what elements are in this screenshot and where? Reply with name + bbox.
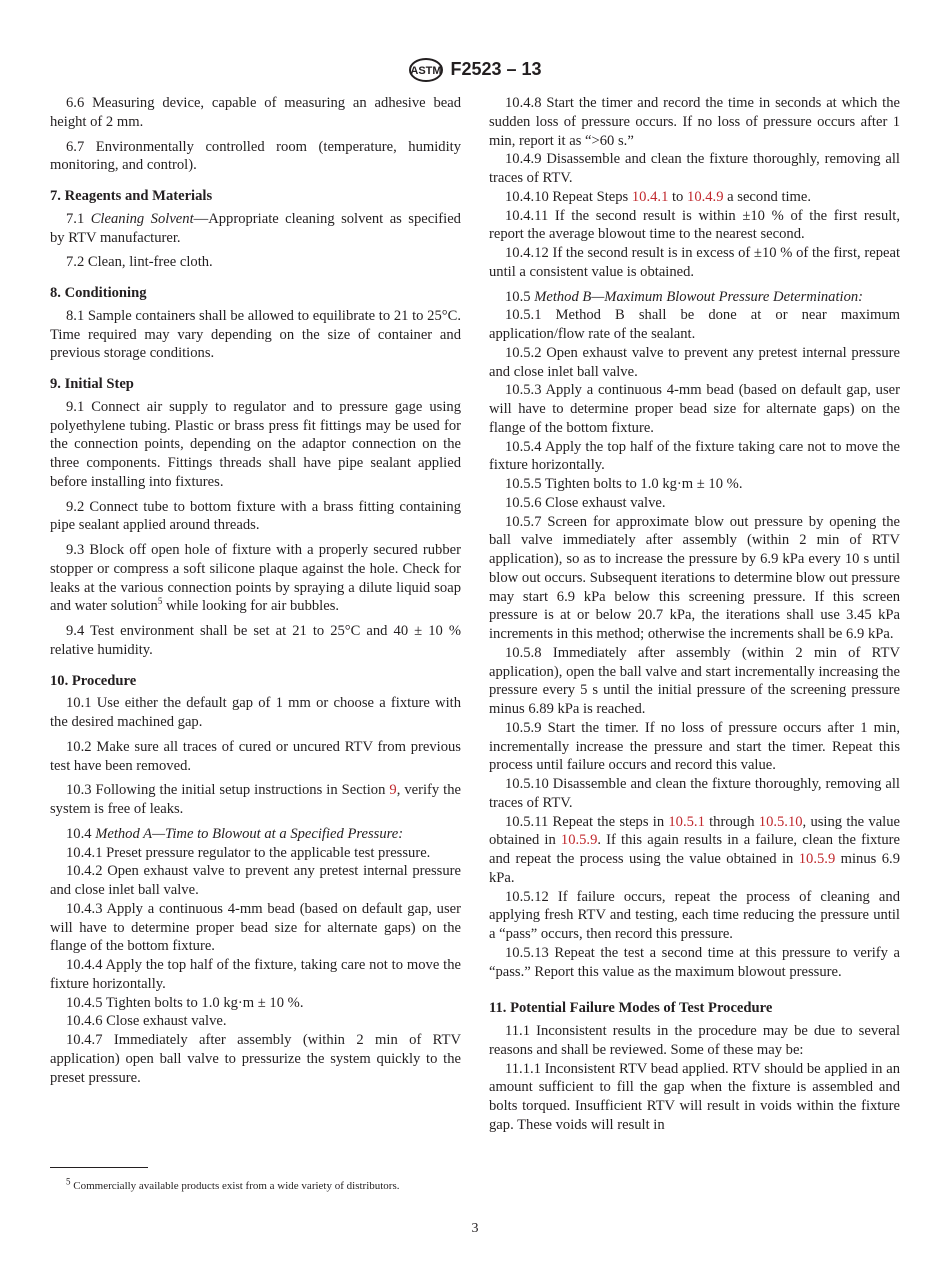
paragraph <box>50 1012 461 1031</box>
text: 10.5.2 Open exhaust valve to prevent any pretest internal pressure and close inlet ball valve. <box>489 344 900 380</box>
text: 10.2 Make sure all traces of cured or uncured RTV from previous test have been removed. <box>50 738 461 774</box>
footnote-divider <box>50 1167 148 1168</box>
italic-text: Method B—Maximum Blowout Pressure Determination: <box>534 288 864 305</box>
text: 11. Potential Failure Modes of Test Procedure <box>489 1000 773 1017</box>
text: 10.4.10 Repeat Steps <box>505 188 632 205</box>
paragraph <box>489 94 900 150</box>
paragraph <box>50 956 461 994</box>
text: while looking for air bubbles. <box>162 598 340 615</box>
paragraph <box>489 475 900 494</box>
paragraph <box>50 94 461 132</box>
paragraph <box>489 1022 900 1060</box>
text: 10.4.6 Close exhaust valve. <box>66 1013 227 1030</box>
text: 9.4 Test environment shall be set at 21 to 25°C and 40 ± 10 % relative humidity. <box>50 623 461 658</box>
footnote-ref[interactable]: 5 <box>157 596 163 607</box>
text: 10.4.2 Open exhaust valve to prevent any pretest internal pressure and close inlet ball valve. <box>50 863 461 898</box>
paragraph <box>50 825 461 844</box>
paragraph <box>489 344 900 382</box>
paragraph <box>489 644 900 719</box>
page-number: 3 <box>471 1221 479 1236</box>
text: 10.5.6 Close exhaust valve. <box>505 494 666 511</box>
document-id: F2523 – 13 <box>450 58 542 79</box>
paragraph <box>50 694 461 732</box>
section-heading <box>50 187 461 206</box>
paragraph <box>489 1060 900 1135</box>
text: 10.5.11 Repeat the steps in <box>505 813 669 830</box>
paragraph <box>50 622 461 660</box>
text: through <box>704 813 759 830</box>
text: 9.2 Connect tube to bottom fixture with a brass fitting containing pipe sealant applied around threads. <box>50 498 461 534</box>
text: 10.5.5 Tighten bolts to 1.0 kg·m ± 10 %. <box>505 476 743 492</box>
section-heading <box>50 672 461 691</box>
text: , using the value obtained in <box>489 813 900 849</box>
text: 6.6 Measuring device, capable of measuring an adhesive bead height of 2 mm. <box>50 95 461 130</box>
paragraph <box>50 307 461 363</box>
section-link[interactable]: 10.5.1 <box>668 813 705 830</box>
section-heading <box>489 999 900 1018</box>
text: 8. Conditioning <box>50 285 147 301</box>
text: minus 6.9 kPa. <box>489 851 900 886</box>
page-header <box>0 57 950 83</box>
paragraph <box>489 188 900 207</box>
paragraph <box>489 150 900 188</box>
text: 10.5.8 Immediately after assembly (within 2 min of RTV application), open the ball valve and start incrementally increasing the pressure every 5 s until the initial pressure of the screening pressure minus 6.89 kPa is reached. <box>489 644 900 717</box>
paragraph <box>489 244 900 282</box>
text: 10.5.4 Apply the top half of the fixture taking care not to move the fixture horizontally. <box>489 438 900 474</box>
paragraph <box>489 494 900 513</box>
paragraph <box>50 781 461 819</box>
text: 10.5.7 Screen for approximate blow out pressure by opening the ball valve immediately after assembly (within 2 min of RTV application), so as to increase the pressure by 6.9 kPa every 10 s until blow out occurs. Subsequent iterations to determine blow out pressure may start 6.9 kPa below this screening pressure. If this screen pressure is at or below 20.7 kPa, the iterations shall use 3.45 kPa increments in this method; otherwise the increments shall be 6.9 kPa. <box>489 513 900 642</box>
footnote-text: Commercially available products exist from a wide variety of distributors. <box>70 1180 400 1192</box>
paragraph <box>489 719 900 775</box>
section-link[interactable]: 9 <box>389 782 397 799</box>
text: 10.4.3 Apply a continuous 4-mm bead (based on default gap, user will have to determine proper bead size for alternate gaps) on the flange of the bottom fixture. <box>50 900 461 955</box>
text: 10.5.10 Disassemble and clean the fixture thoroughly, removing all traces of RTV. <box>489 776 900 811</box>
text: 10.5.13 Repeat the test a second time at this pressure to verify a “pass.” Report this value as the maximum blowout pressure. <box>489 944 900 980</box>
section-link[interactable]: 10.4.1 <box>631 188 669 205</box>
text: 9.3 Block off open hole of fixture with a properly secured rubber stopper or compress a soft silicone plaque against the hole. Check for leaks at the various connection points by spraying a dilute liquid soap and water solution <box>50 542 461 615</box>
section-heading <box>50 284 461 303</box>
paragraph <box>50 138 461 176</box>
text: 11.1 Inconsistent results in the procedure may be due to several reasons and shall be reviewed. Some of these may be: <box>489 1023 900 1058</box>
text: , verify the system is free of leaks. <box>50 782 461 817</box>
text: 10.5.12 If failure occurs, repeat the process of cleaning and applying fresh RTV and testing, each time reducing the pressure until a “pass” occurs, then record this pressure. <box>489 888 900 942</box>
text: 10.4.4 Apply the top half of the fixture, taking care not to move the fixture horizontally. <box>50 957 461 992</box>
section-link[interactable]: 10.5.10 <box>758 813 803 830</box>
text: 10.4.7 Immediately after assembly (within 2 min of RTV application) open ball valve to pressurize the system quickly to the preset pressure. <box>50 1032 461 1086</box>
text: a second time. <box>723 188 812 205</box>
footnote <box>50 1177 461 1196</box>
footnote-mark: 5 <box>66 1176 71 1187</box>
italic-text: Cleaning Solvent <box>90 210 194 227</box>
section-link[interactable]: 10.5.9 <box>560 832 598 849</box>
paragraph <box>50 210 461 248</box>
paragraph <box>489 944 900 982</box>
text: 10.4 <box>66 825 96 842</box>
right-column <box>489 94 900 1135</box>
text: 8.1 Sample containers shall be allowed to equilibrate to 21 to 25°C. Time required may vary depending on the size of container and previous storage conditions. <box>50 307 461 362</box>
paragraph <box>489 775 900 813</box>
text: 10.3 Following the initial setup instructions in Section <box>66 782 390 799</box>
text: —Appropriate cleaning solvent as specified by RTV manufacturer. <box>50 210 461 246</box>
astm-logo-icon <box>408 57 444 83</box>
italic-text: Method A—Time to Blowout at a Specified Pressure: <box>95 825 404 842</box>
paragraph <box>489 288 900 307</box>
text: 7.2 Clean, lint-free cloth. <box>66 254 213 271</box>
text: 9.1 Connect air supply to regulator and to pressure gage using polyethylene tubing. Plastic or brass press fit fittings may be used for the connection points, depending on the adaptor connection on the three components. Fittings threads shall have pipe sealant applied before installing into fixtures. <box>50 398 461 490</box>
paragraph <box>50 541 461 616</box>
paragraph <box>50 253 461 272</box>
left-column <box>50 94 461 1087</box>
paragraph <box>489 207 900 245</box>
text: 11.1.1 Inconsistent RTV bead applied. RTV should be applied in an amount sufficient to fill the gap when the fixture is assembled and bolts torqued. Insufficient RTV will result in voids within the fixture gap. These voids will result in <box>489 1060 900 1133</box>
text: 10.4.9 Disassemble and clean the fixture thoroughly, removing all traces of RTV. <box>489 151 900 186</box>
paragraph <box>489 381 900 437</box>
text: 10.4.11 If the second result is within ±10 % of the first result, report the average blowout time to the nearest second. <box>489 207 900 243</box>
paragraph <box>50 1031 461 1087</box>
text: 10.5.1 Method B shall be done at or near maximum application/flow rate of the sealant. <box>489 307 900 342</box>
paragraph <box>50 994 461 1013</box>
text: 9. Initial Step <box>50 376 134 392</box>
paragraph <box>489 306 900 344</box>
text: 10. Procedure <box>50 672 137 689</box>
paragraph <box>50 498 461 536</box>
paragraph <box>50 738 461 776</box>
paragraph <box>50 398 461 492</box>
text: 10.5 <box>505 288 535 305</box>
paragraph <box>489 513 900 644</box>
text: 10.5.9 Start the timer. If no loss of pressure occurs after 1 min, incrementally increase the pressure and start the timer. Repeat this process until failure occurs and record this value. <box>489 719 900 774</box>
text: 10.4.12 If the second result is in excess of ±10 % of the first, repeat until a consistent value is obtained. <box>489 245 900 280</box>
section-heading <box>50 375 461 394</box>
section-link[interactable]: 10.5.9 <box>798 851 836 867</box>
paragraph <box>50 862 461 900</box>
section-link[interactable]: 10.4.9 <box>687 188 724 205</box>
text: 10.4.8 Start the timer and record the time in seconds at which the sudden loss of pressure occurs. If no loss of pressure occurs after 1 min, report it as “>60 s.” <box>489 95 900 149</box>
text: 10.5.3 Apply a continuous 4-mm bead (based on default gap, user will have to determine proper bead size for alternate gaps) on the flange of the bottom fixture. <box>489 382 900 436</box>
paragraph <box>489 438 900 476</box>
svg-text:ASTM: ASTM <box>410 65 443 77</box>
text: 10.4.1 Preset pressure regulator to the applicable test pressure. <box>66 844 431 861</box>
paragraph <box>50 844 461 863</box>
text: to <box>668 188 688 205</box>
paragraph <box>50 900 461 956</box>
text: 10.4.5 Tighten bolts to 1.0 kg·m ± 10 %. <box>66 994 304 1011</box>
paragraph <box>489 888 900 944</box>
text: . If this again results in a failure, clean the fixture and repeat the process using the value obtained in <box>489 832 900 867</box>
text: 7. Reagents and Materials <box>50 188 213 204</box>
text: 7.1 <box>66 210 91 227</box>
text: 6.7 Environmentally controlled room (temperature, humidity monitoring, and control). <box>50 138 461 174</box>
text: 10.1 Use either the default gap of 1 mm or choose a fixture with the desired machined gap. <box>50 695 461 730</box>
paragraph <box>489 813 900 888</box>
